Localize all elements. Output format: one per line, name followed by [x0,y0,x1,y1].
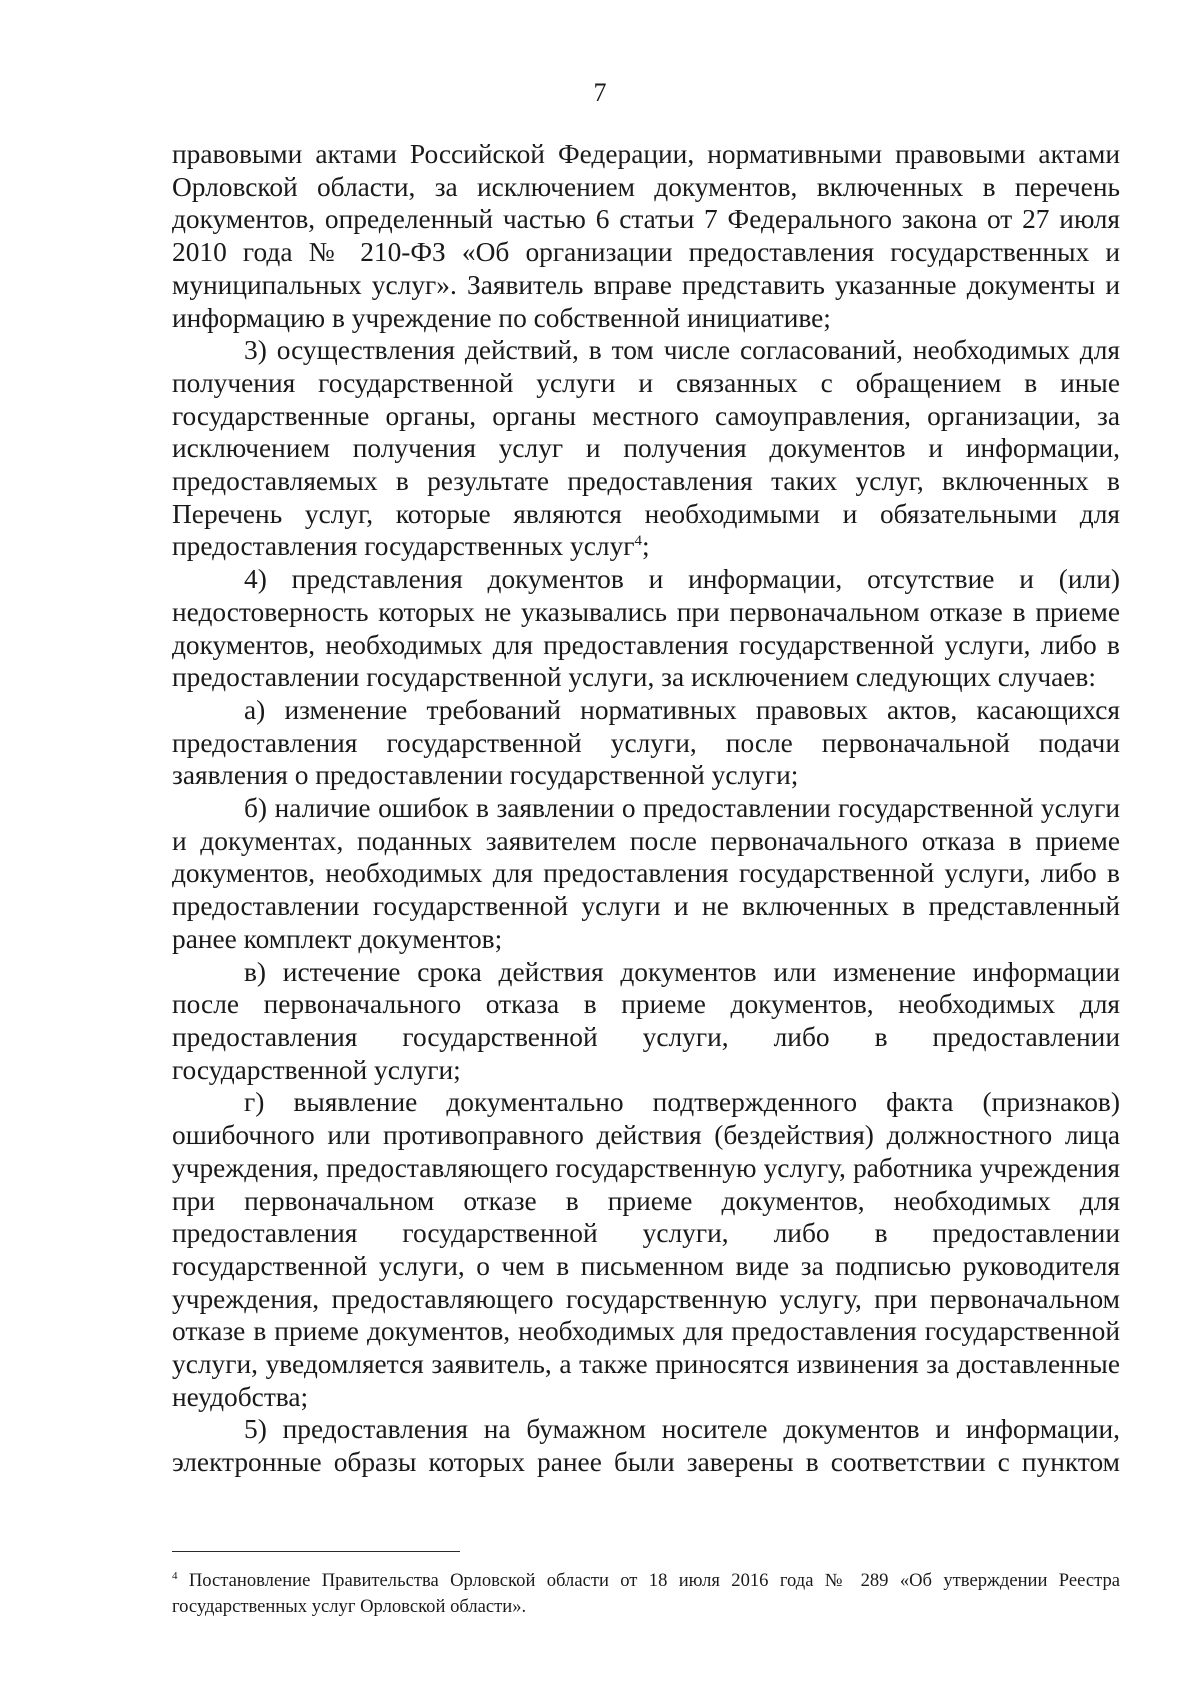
footnote-divider [172,1551,460,1552]
paragraph-subitem-b: б) наличие ошибок в заявлении о предоставлении государственной услуги и документах, поданных заявителем после первоначального отказа в приеме документов, необходимых для предоставления государственной услуги, либо в предоставлении государственной услуги и не включенных в представленный ранее комплект документов; [172,793,1120,954]
paragraph-subitem-v: в) истечение срока действия документов или изменение информации после первоначального отказа в приеме документов, необходимых для предоставления государственной услуги, либо в предоставлении государственной услуги; [172,956,1120,1085]
paragraph-subitem-g: г) выявление документально подтвержденного факта (признаков) ошибочного или противоправного действия (бездействия) должностного лица учреждения, предоставляющего государственную услугу, работника учреждения при первоначальном отказе в приеме документов, необходимых для предоставления государственной услуги, либо в предоставлении государственной услуги, о чем в письменном виде за подписью руководителя учреждения, предоставляющего государственную услугу, при первоначальном отказе в приеме документов, необходимых для предоставления государственной услуги, уведомляется заявитель, а также приносятся извинения за доставленные неудобства; [172,1087,1120,1412]
footnote-reference: 4 [634,533,642,550]
page-number: 7 [593,78,607,107]
paragraph-item-4: 4) представления документов и информации, отсутствие и (или) недостоверность которых не указывались при первоначальном отказе в приеме документов, необходимых для предоставления государственной услуги, либо в предоставлении государственной услуги, за исключением следующих случаев: [172,564,1120,693]
footnote-marker: 4 [172,1569,178,1582]
paragraph-item-3-tail: ; [642,531,650,562]
paragraph-item-3 [172,334,1120,563]
paragraph-subitem-a: а) изменение требований нормативных правовых актов, касающихся предоставления государственной услуги, после первоначальной подачи заявления о предоставлении государственной услуги; [172,694,1120,791]
footnote-text: Постановление Правительства Орловской области от 18 июля 2016 года № 289 «Об утверждении Реестра государственных услуг Орловской области». [172,1570,1120,1617]
paragraph-continuation: правовыми актами Российской Федерации, нормативными правовыми актами Орловской области, за исключением документов, включенных в перечень документов, определенный частью 6 статьи 7 Федерального закона от 27 июля 2010 года № 210-ФЗ «Об организации предоставления государственных и муниципальных услуг». Заявитель вправе представить указанные документы и информацию в учреждение по собственной инициативе; [172,139,1120,333]
paragraph-item-3-text: 3) осуществления действий, в том числе согласований, необходимых для получения государственной услуги и связанных с обращением в иные государственные органы, органы местного самоуправления, организации, за исключением получения услуг и получения документов и информации, предоставляемых в результате предоставления таких услуг, включенных в Перечень услуг, которые являются необходимыми и обязательными для предоставления государственных услуг [172,335,1120,562]
footnote [172,1568,1120,1620]
paragraph-item-5: 5) предоставления на бумажном носителе документов и информации, электронные образы которых ранее были заверены в соответствии с пунктом [172,1414,1120,1478]
document-body [172,138,1120,1479]
